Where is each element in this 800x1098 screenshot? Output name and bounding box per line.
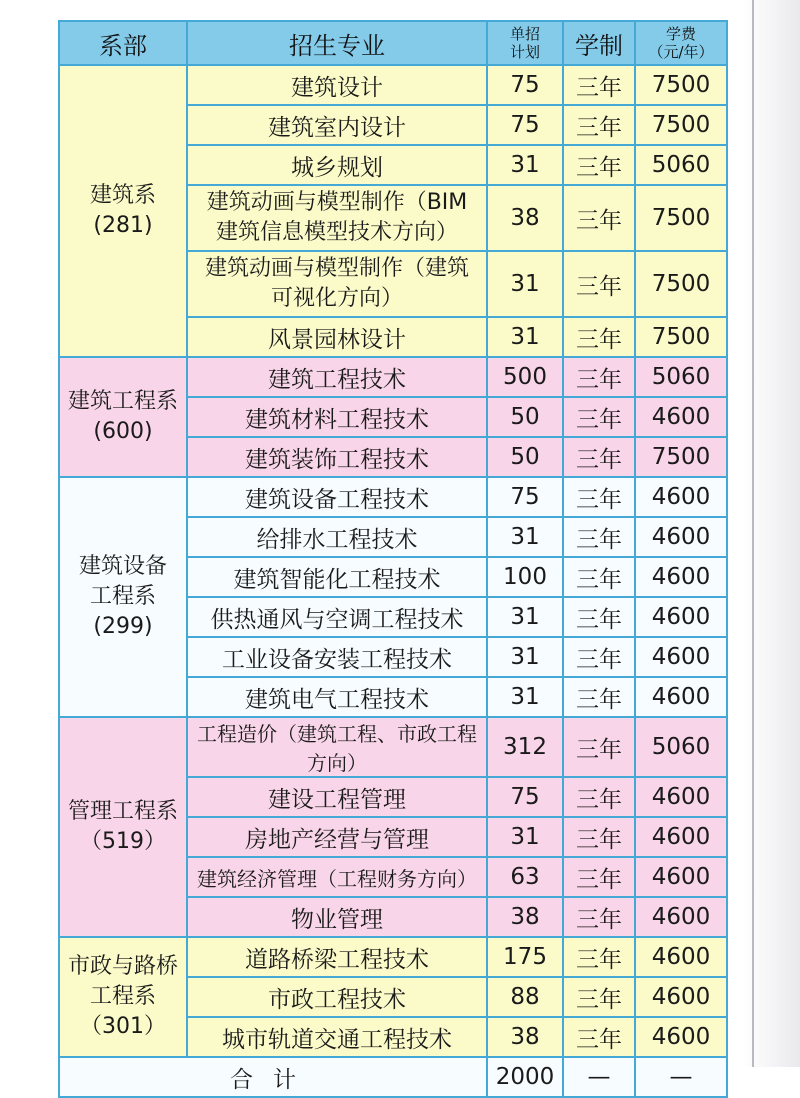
major-cell: 建筑室内设计 (187, 105, 487, 145)
major-cell: 城市轨道交通工程技术 (187, 1017, 487, 1057)
duration-cell: 三年 (563, 65, 635, 105)
table-row (59, 357, 727, 397)
fee-cell: 4600 (635, 597, 727, 637)
major-cell: 建筑经济管理（工程财务方向） (187, 857, 487, 897)
plan-cell: 50 (487, 437, 563, 477)
major-cell: 建筑装饰工程技术 (187, 437, 487, 477)
major-cell: 建筑智能化工程技术 (187, 557, 487, 597)
duration-cell: 三年 (563, 937, 635, 977)
plan-cell: 38 (487, 185, 563, 251)
total-fee: — (635, 1057, 727, 1097)
major-cell: 建筑电气工程技术 (187, 677, 487, 717)
dept-cell: 建筑设备 工程系 (299) (59, 477, 187, 717)
duration-cell: 三年 (563, 1017, 635, 1057)
table-row (59, 717, 727, 777)
header-dept: 系部 (59, 21, 187, 65)
plan-cell: 75 (487, 105, 563, 145)
duration-cell: 三年 (563, 977, 635, 1017)
plan-cell: 31 (487, 637, 563, 677)
plan-cell: 31 (487, 317, 563, 357)
table-row (59, 65, 727, 105)
duration-cell: 三年 (563, 517, 635, 557)
fee-cell: 5060 (635, 357, 727, 397)
major-cell: 建筑动画与模型制作（BIM 建筑信息模型技术方向） (187, 185, 487, 251)
table-row (59, 937, 727, 977)
fee-cell: 4600 (635, 897, 727, 937)
duration-cell: 三年 (563, 397, 635, 437)
fee-cell: 4600 (635, 977, 727, 1017)
fee-cell: 5060 (635, 717, 727, 777)
fee-cell: 7500 (635, 105, 727, 145)
plan-cell: 38 (487, 1017, 563, 1057)
major-cell: 建筑设计 (187, 65, 487, 105)
duration-cell: 三年 (563, 637, 635, 677)
enrollment-table (58, 20, 728, 1098)
duration-cell: 三年 (563, 185, 635, 251)
plan-cell: 75 (487, 65, 563, 105)
plan-cell: 31 (487, 677, 563, 717)
plan-cell: 38 (487, 897, 563, 937)
plan-cell: 31 (487, 145, 563, 185)
plan-cell: 31 (487, 817, 563, 857)
major-cell: 道路桥梁工程技术 (187, 937, 487, 977)
total-label: 合计 (59, 1057, 487, 1097)
dept-cell: 建筑工程系 (600) (59, 357, 187, 477)
plan-cell: 50 (487, 397, 563, 437)
fee-cell: 4600 (635, 397, 727, 437)
major-cell: 物业管理 (187, 897, 487, 937)
major-cell: 工业设备安装工程技术 (187, 637, 487, 677)
duration-cell: 三年 (563, 597, 635, 637)
duration-cell: 三年 (563, 777, 635, 817)
duration-cell: 三年 (563, 677, 635, 717)
header-duration: 学制 (563, 21, 635, 65)
fee-cell: 4600 (635, 1017, 727, 1057)
plan-cell: 31 (487, 517, 563, 557)
plan-cell: 500 (487, 357, 563, 397)
plan-cell: 175 (487, 937, 563, 977)
header-major: 招生专业 (187, 21, 487, 65)
major-cell: 城乡规划 (187, 145, 487, 185)
duration-cell: 三年 (563, 817, 635, 857)
duration-cell: 三年 (563, 317, 635, 357)
page-edge (742, 0, 800, 1067)
fee-cell: 7500 (635, 185, 727, 251)
fee-cell: 7500 (635, 317, 727, 357)
fee-cell: 4600 (635, 857, 727, 897)
duration-cell: 三年 (563, 557, 635, 597)
major-cell: 市政工程技术 (187, 977, 487, 1017)
major-cell: 建筑设备工程技术 (187, 477, 487, 517)
duration-cell: 三年 (563, 857, 635, 897)
major-cell: 建筑材料工程技术 (187, 397, 487, 437)
plan-cell: 75 (487, 777, 563, 817)
table-row (59, 477, 727, 517)
fee-cell: 4600 (635, 677, 727, 717)
dept-cell: 建筑系 (281) (59, 65, 187, 357)
fee-cell: 4600 (635, 477, 727, 517)
duration-cell: 三年 (563, 437, 635, 477)
total-plan: 2000 (487, 1057, 563, 1097)
total-duration: — (563, 1057, 635, 1097)
page-edge-rule (752, 0, 754, 1067)
plan-cell: 63 (487, 857, 563, 897)
fee-cell: 5060 (635, 145, 727, 185)
fee-cell: 4600 (635, 937, 727, 977)
duration-cell: 三年 (563, 897, 635, 937)
header-plan: 单招 计划 (487, 21, 563, 65)
duration-cell: 三年 (563, 105, 635, 145)
major-cell: 建筑工程技术 (187, 357, 487, 397)
plan-cell: 31 (487, 251, 563, 317)
total-row (59, 1057, 727, 1097)
plan-cell: 75 (487, 477, 563, 517)
major-cell: 给排水工程技术 (187, 517, 487, 557)
fee-cell: 4600 (635, 517, 727, 557)
dept-cell: 管理工程系 （519） (59, 717, 187, 937)
plan-cell: 312 (487, 717, 563, 777)
header-fee: 学费 （元/年） (635, 21, 727, 65)
fee-cell: 7500 (635, 65, 727, 105)
major-cell: 供热通风与空调工程技术 (187, 597, 487, 637)
fee-cell: 4600 (635, 777, 727, 817)
duration-cell: 三年 (563, 145, 635, 185)
duration-cell: 三年 (563, 357, 635, 397)
major-cell: 建筑动画与模型制作（建筑 可视化方向） (187, 251, 487, 317)
major-cell: 风景园林设计 (187, 317, 487, 357)
plan-cell: 88 (487, 977, 563, 1017)
fee-cell: 7500 (635, 251, 727, 317)
fee-cell: 4600 (635, 557, 727, 597)
duration-cell: 三年 (563, 477, 635, 517)
major-cell: 建设工程管理 (187, 777, 487, 817)
header-row (59, 21, 727, 65)
major-cell: 房地产经营与管理 (187, 817, 487, 857)
fee-cell: 4600 (635, 637, 727, 677)
major-cell: 工程造价（建筑工程、市政工程方向） (187, 717, 487, 777)
dept-cell: 市政与路桥 工程系 （301） (59, 937, 187, 1057)
fee-cell: 7500 (635, 437, 727, 477)
plan-cell: 100 (487, 557, 563, 597)
duration-cell: 三年 (563, 717, 635, 777)
fee-cell: 4600 (635, 817, 727, 857)
duration-cell: 三年 (563, 251, 635, 317)
plan-cell: 31 (487, 597, 563, 637)
